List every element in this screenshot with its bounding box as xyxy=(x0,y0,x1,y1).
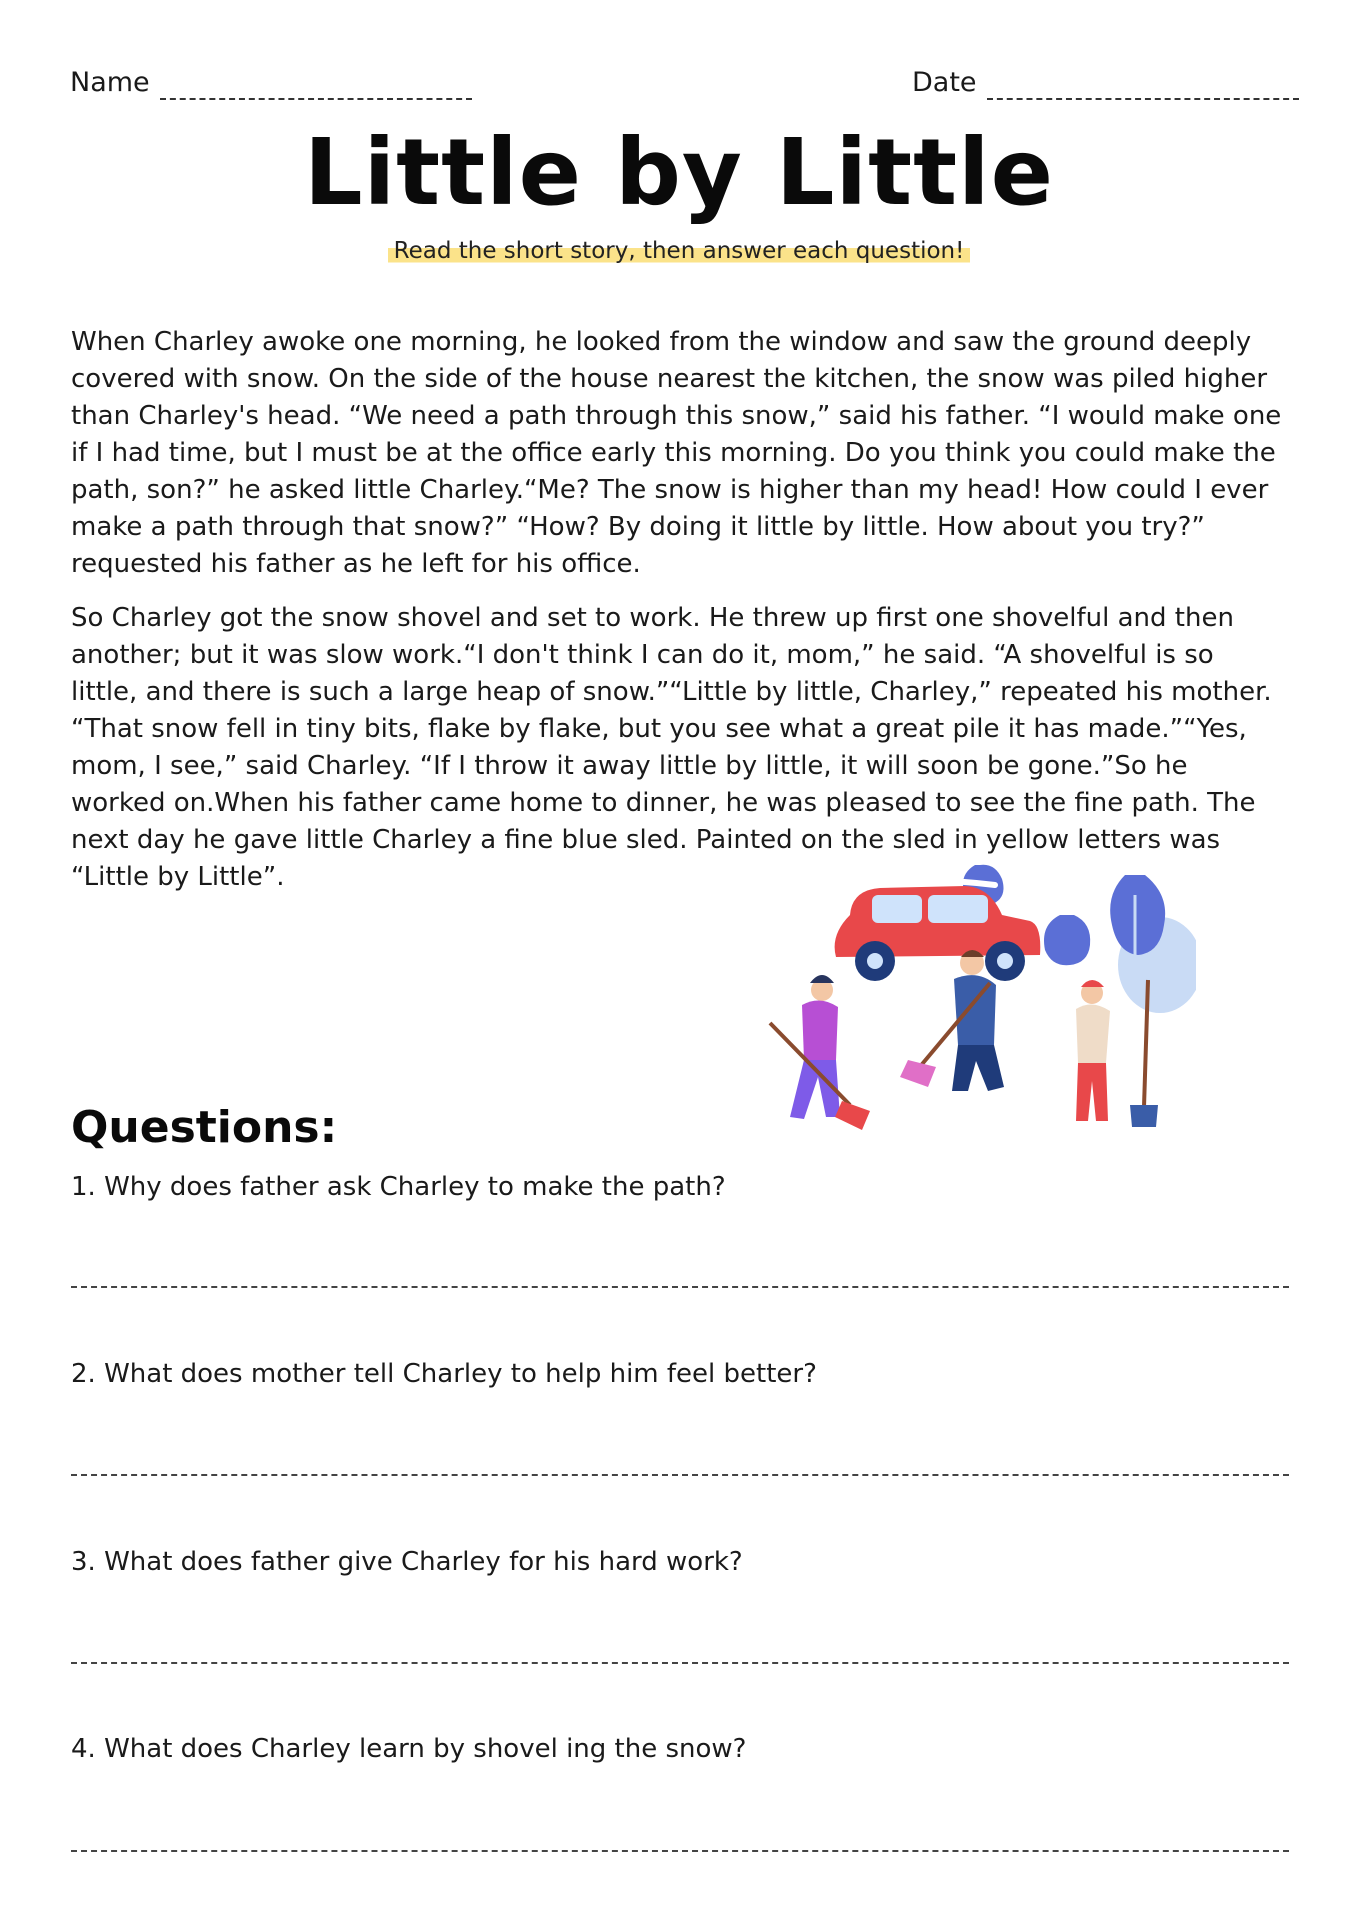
story-paragraph-1: When Charley awoke one morning, he looked from the window and saw the ground deeply covered with snow. On the side of the house nearest the kitchen, the snow was piled higher than Charley's head. “We need a path through this snow,” said his father. “I would make one if I had time, but I must be at the office early this morning. Do you think you could make the path, son?” he asked little Charley.“Me? The snow is higher than my head! How could I ever make a path through that snow?” “How? By doing it little by little. How about you try?” requested his father as he left for his office. xyxy=(71,327,1282,579)
question-1: 1. Why does father ask Charley to make the path? xyxy=(71,1172,726,1202)
instructions-text: Read the short story, then answer each question! xyxy=(388,236,971,266)
name-label: Name xyxy=(70,67,150,98)
question-3: 3. What does father give Charley for his hard work? xyxy=(71,1547,743,1577)
date-field xyxy=(912,66,1299,100)
snow-shoveling-illustration xyxy=(740,855,1196,1145)
shovel-icon xyxy=(835,1101,870,1130)
shovel-icon xyxy=(900,1060,936,1087)
answer-line-3[interactable] xyxy=(71,1662,1289,1664)
shovel-icon xyxy=(1130,1105,1158,1127)
answer-line-4[interactable] xyxy=(71,1850,1289,1852)
date-label: Date xyxy=(912,67,977,98)
child-purple-figure xyxy=(770,975,870,1130)
page-title: Little by Little xyxy=(304,119,1054,226)
tree-icon xyxy=(1110,875,1165,955)
questions-heading: Questions: xyxy=(71,1102,338,1153)
instructions xyxy=(0,236,1358,266)
name-blank-line[interactable] xyxy=(160,78,472,100)
story-paragraph-2: So Charley got the snow shovel and set to work. He threw up first one shovelful and then another; but it was slow work.“I don't think I can do it, mom,” he said. “A shovelful is so little, and there is such a large heap of snow.”“Little by little, Charley,” repeated his mother. “That snow fell in tiny bits, flake by flake, but you see what a great pile it has made.”“Yes, mom, I see,” said Charley. “If I throw it away little by little, it will soon be gone.”So he worked on.When his father came home to dinner, he was pleased to see the fine path. The next day he gave little Charley a fine blue sled. Painted on the sled in yellow letters was “Little by Little”. xyxy=(71,603,1272,892)
name-field xyxy=(70,66,472,100)
question-2: 2. What does mother tell Charley to help him feel better? xyxy=(71,1359,817,1389)
answer-line-2[interactable] xyxy=(71,1474,1289,1476)
red-car xyxy=(835,880,1041,981)
answer-line-1[interactable] xyxy=(71,1286,1289,1288)
tree-icon xyxy=(1044,915,1090,965)
date-blank-line[interactable] xyxy=(987,78,1299,100)
question-4: 4. What does Charley learn by shovel ing the snow? xyxy=(71,1734,747,1764)
child-beige-figure xyxy=(1076,980,1158,1127)
